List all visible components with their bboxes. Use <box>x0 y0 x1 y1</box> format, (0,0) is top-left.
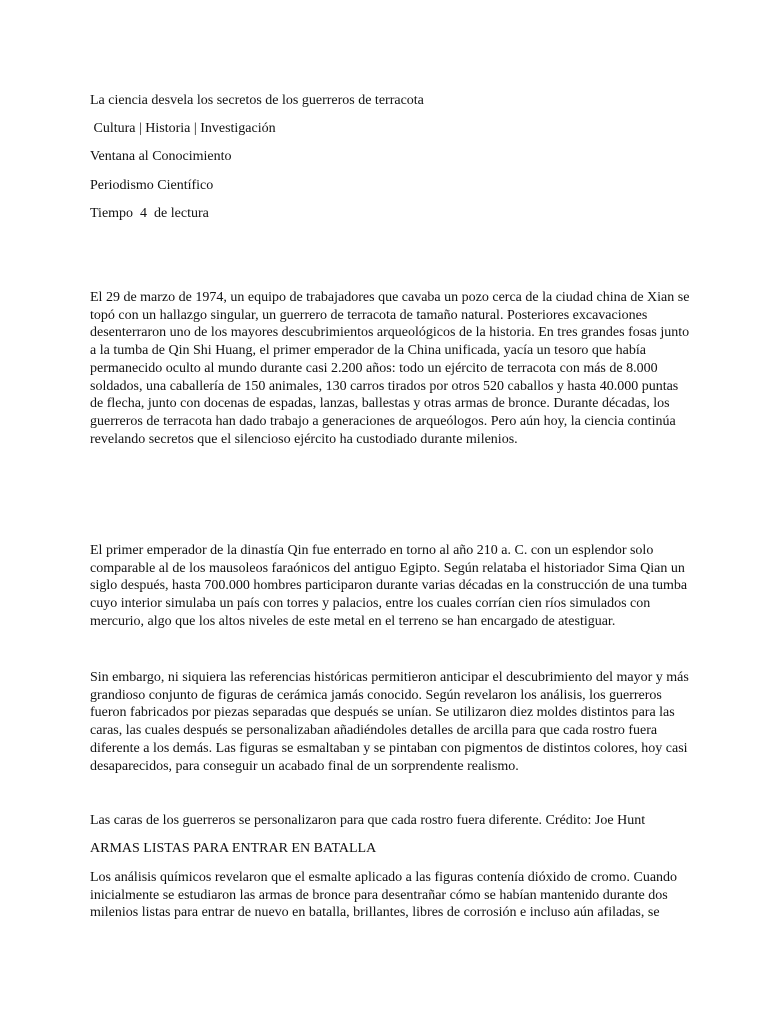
section-name: Periodismo Científico <box>90 178 214 193</box>
reading-time: Tiempo 4 de lectura <box>90 206 209 221</box>
article-paragraph-1: El 29 de marzo de 1974, un equipo de trabajadores que cavaba un pozo cerca de la ciudad china de Xian se topó con un hallazgo singular, un guerrero de terracota de tamaño natural. Posteriores excavaciones desenterraron uno de los mayores descubrimientos arqueológicos de la historia. En tres grandes fosas junto a la tumba de Qin Shi Huang, el primer emperador de la China unificada, yacía un tesoro que había permanecido oculto al mundo durante casi 2.200 años: todo un ejército de terracota con más de 8.000 soldados, una caballería de 150 animales, 130 carros tirados por otros 520 caballos y hasta 40.000 puntas de flecha, junto con docenas de espadas, lanzas, ballestas y otras armas de bronce. Durante décadas, los guerreros de terracota han dado trabajo a generaciones de arqueólogos. Pero aún hoy, la ciencia continúa revelando secretos que el silencioso ejército ha custodiado durante milenios. <box>90 290 690 447</box>
article-paragraph-3: Sin embargo, ni siquiera las referencias históricas permitieron anticipar el descubrimiento del mayor y más grandioso conjunto de figuras de cerámica jamás conocido. Según revelaron los análisis, los guerreros fueron fabricados por piezas separadas que después se unían. Se utilizaron diez moldes distintos para las caras, las cuales después se personalizaban añadiéndoles detalles de arcilla para que cada rostro fuera diferente a los demás. Las figuras se esmaltaban y se pintaban con pigmentos de distintos colores, hoy casi desaparecidos, para conseguir un acabado final de un sorprendente realismo. <box>90 670 689 774</box>
image-caption: Las caras de los guerreros se personalizaron para que cada rostro fuera diferente. Crédito: Joe Hunt <box>90 813 646 828</box>
category-breadcrumb: Cultura | Historia | Investigación <box>90 121 276 136</box>
article-paragraph-4: Los análisis químicos revelaron que el esmalte aplicado a las figuras contenía dióxido de cromo. Cuando inicialmente se estudiaron las armas de bronce para desentrañar cómo se habían mantenido durante dos milenios listas para entrar de nuevo en batalla, brillantes, libres de corrosión e incluso aún afiladas, se <box>90 870 678 921</box>
section-subheading: ARMAS LISTAS PARA ENTRAR EN BATALLA <box>90 841 377 856</box>
article-title: La ciencia desvela los secretos de los guerreros de terracota <box>90 93 424 108</box>
article-paragraph-2: El primer emperador de la dinastía Qin fue enterrado en torno al año 210 a. C. con un esplendor solo comparable al de los mausoleos faraónicos del antiguo Egipto. Según relataba el historiador Sima Qian un siglo después, hasta 700.000 hombres participaron durante varias décadas en la construcción de una tumba cuyo interior simulaba un país con torres y palacios, entre los cuales corrían cien ríos simulados con mercurio, algo que los altos niveles de este metal en el terreno se han encargado de atestiguar. <box>90 543 688 629</box>
source-name: Ventana al Conocimiento <box>90 149 232 164</box>
